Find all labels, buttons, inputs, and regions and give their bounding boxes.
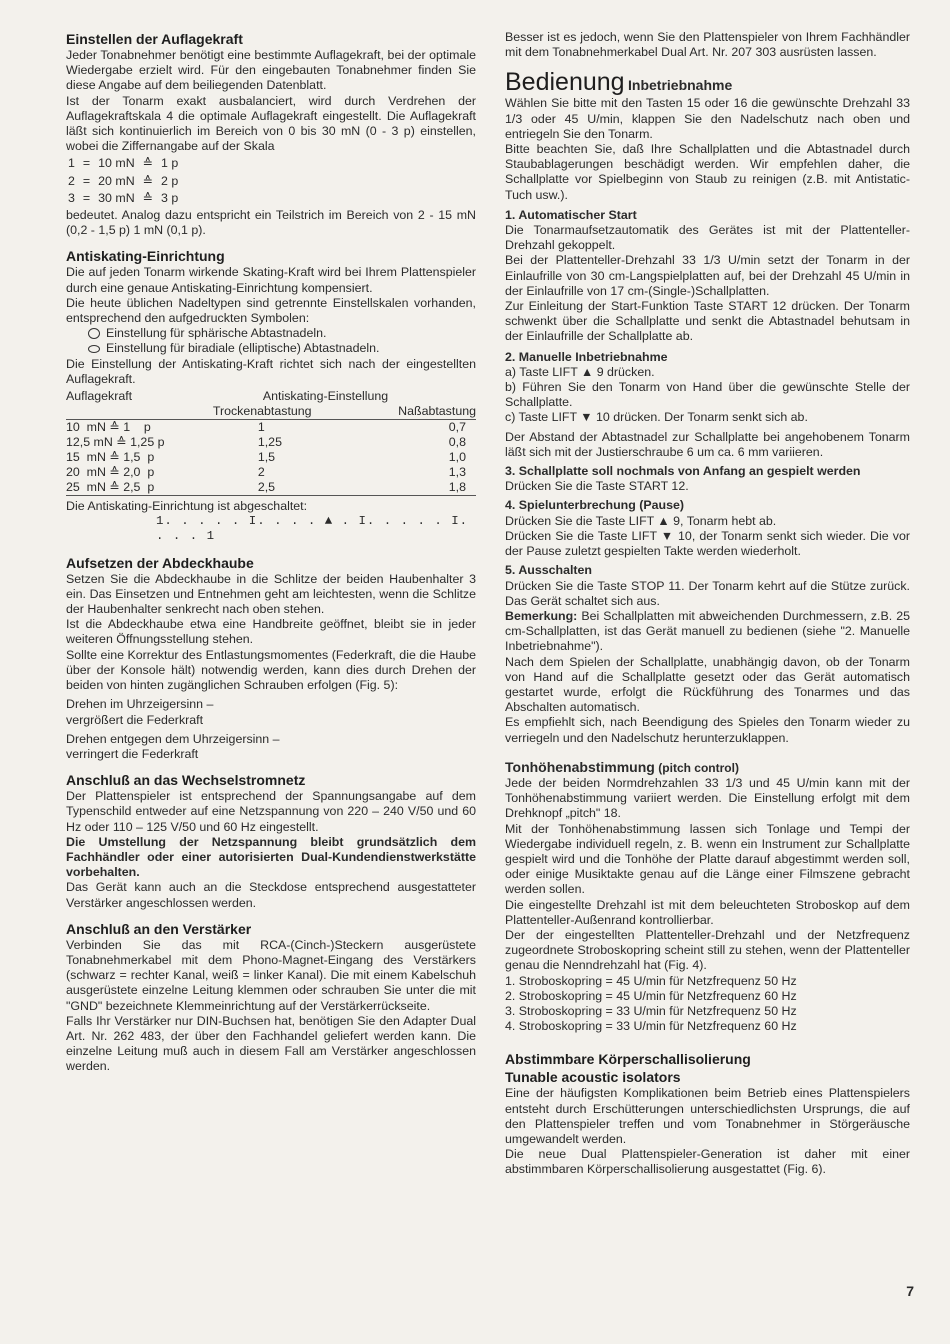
paragraph-bold: Die Umstellung der Netzspannung bleibt grundsätzlich dem Fachhändler oder einer autorisierten Dual-Kundendienstwerkstätte vorbehalten. [66, 834, 476, 880]
heading-verstaerker: Anschluß an den Verstärker [66, 920, 252, 937]
step-heading: 1. Automatischer Start [505, 207, 637, 222]
paragraph: Drücken Sie die Taste LIFT ▼ 10, der Tonarm senkt sich wieder. Die vor der Pause zuletzt gespielten Takte werden wiederholt. [505, 528, 910, 559]
symbol-line-elliptical: Einstellung für biradiale (elliptische) Abtastnadeln. [66, 341, 476, 356]
paragraph: Bitte beachten Sie, daß Ihre Schallplatten und die Abtastnadel durch Staubablagerungen beschädigt werden. Wir empfehlen daher, die Schallplatte vor Spielbeginn von Staub zu reinigen (z.B. mit Antistatic-Tuch usw.). [505, 142, 910, 202]
paragraph: Die auf jeden Tonarm wirkende Skating-Kraft wird bei Ihrem Plattenspieler durch eine genaue Antiskating-Einrichtung kompensiert. [66, 265, 476, 295]
heading-koerperschall: Abstimmbare Körperschallisolierung [505, 1051, 751, 1068]
remark: Bemerkung: Bei Schallplatten mit abweichenden Durchmessern, z.B. 25 cm-Schallplatten, ist das Gerät manuell zu bedienen (siehe "2. Manuelle Inbetriebnahme"). [505, 608, 910, 654]
paragraph: Bei der Plattenteller-Drehzahl 33 1/3 U/min setzt der Tonarm in der Einlaufrille von 30 cm-Langspielplatten auf, bei der Drehzahl 45 U/min in der Einlaufrille von 17 cm-(Single-)Schallplatten. [505, 253, 910, 298]
antiskating-dial-scale: 1. . . . . I. . . . ▲ . I. . . . . I. . . . 1 [156, 514, 469, 544]
list-item: a) Taste LIFT ▲ 9 drücken. [505, 364, 655, 379]
antiskating-table [66, 389, 476, 496]
paragraph: Der Abstand der Abtastnadel zur Schallplatte bei angehobenem Tonarm läßt sich mit der Justierschraube 6 um ca. 6 mm variieren. [505, 429, 910, 459]
paragraph: Die eingestellte Drehzahl ist mit dem beleuchteten Stroboskop auf dem Plattenteller-Außenrand kontrollierbar. [505, 897, 910, 927]
paragraph: Drehen im Uhrzeigersinn – [66, 697, 214, 712]
force-scale-table [66, 154, 186, 208]
step-heading: 3. Schallplatte soll nochmals von Anfang an gespielt werden [505, 464, 861, 479]
paragraph: Das Gerät kann auch an die Steckdose entsprechend ausgestatteter Verstärker angeschlossen werden. [66, 880, 476, 910]
scale-row: 2 = 20 mN ≙ 2 p [68, 173, 179, 188]
heading-wechselstromnetz: Anschluß an das Wechselstromnetz [66, 772, 306, 789]
paragraph: bedeutet. Analog dazu entspricht ein Teilstrich im Bereich von 2 - 15 mN (0,2 - 1,5 p) 1 mN (0,1 p). [66, 208, 476, 238]
scale-row: 1 = 10 mN ≙ 1 p [68, 156, 179, 171]
circle-symbol-icon [88, 328, 100, 339]
symbol-line-spherical: Einstellung für sphärische Abtastnadeln. [66, 326, 476, 341]
paragraph: vergrößert die Federkraft [66, 712, 204, 727]
paragraph: Ist die Abdeckhaube etwa eine Handbreite geöffnet, bleibt sie in jeder weiteren Öffnungsstellung stehen. [66, 617, 476, 647]
heading-antiskating: Antiskating-Einrichtung [66, 248, 225, 265]
paragraph: Die heute üblichen Nadeltypen sind getrennte Einstellskalen vorhanden, entsprechend den aufgedruckten Symbolen: [66, 295, 476, 326]
table-header-trocken: Trockenabtastung [213, 404, 360, 420]
paragraph: Der der eingestellten Plattenteller-Drehzahl und der Netzfrequenz zugeordnete Stroboskopring scheint still zu stehen, wenn der Plattenteller genau die Nenndrehzahl hat (Fig. 4). [505, 927, 910, 973]
paragraph: Es empfiehlt sich, nach Beendigung des Spieles den Tonarm wieder zu verriegeln und den Nadelschutz herunterzuklappen. [505, 715, 910, 745]
heading-tonhoehe: Tonhöhenabstimmung (pitch control) [505, 758, 739, 775]
paragraph: Mit der Tonhöhenabstimmung lassen sich Tonlage und Tempi der Wiedergabe individuell regeln, z. B. wenn ein Instrument zur Schallplatte gespielt wird und die Tonhöhe der Platte darauf abgestimmt werden soll, oder einige Musiktakte genau auf die Länge einer Filmszene gebracht werden sollen. [505, 821, 910, 897]
paragraph: Setzen Sie die Abdeckhaube in die Schlitze der beiden Haubenhalter 3 ein. Das Einsetzen und Entnehmen geht am leichtesten, wenn die Schlitze der Haubenhalter senkrecht nach oben stehen. [66, 571, 476, 617]
paragraph: Sollte eine Korrektur des Entlastungsmomentes (Federkraft, die die Haube über der Konsole hält) notwendig werden, kann dies durch Drehen der beiden von hinten zugänglichen Schrauben erfolgen (Fig. 5): [66, 647, 476, 693]
table-header-antiskating: Antiskating-Einstellung [262, 389, 389, 404]
paragraph: Jede der beiden Normdrehzahlen 33 1/3 und 45 U/min kann mit der Tonhöhenabstimmung variiert werden. Die Einstellung erfolgt mit dem Drehknopf „pitch" 18. [505, 775, 910, 821]
list-item: 1. Stroboskopring = 45 U/min für Netzfrequenz 50 Hz [505, 973, 797, 988]
heading-auflagekraft: Einstellen der Auflagekraft [66, 31, 243, 47]
table-row: 20 mN ≙ 2,0 p 2 1,3 [66, 465, 466, 480]
paragraph: Falls Ihr Verstärker nur DIN-Buchsen hat, benötigen Sie den Adapter Dual Art. Nr. 262 483, der über den Fachhandel geliefert werden kann. Die einzelne Leitung muß auch in diesem Fall am Verstärker angeschlossen werden. [66, 1013, 476, 1074]
title-bedienung: Bedienung [505, 68, 625, 97]
paragraph: Drehen entgegen dem Uhrzeigersinn – [66, 731, 280, 746]
paragraph: Die Tonarmaufsetzautomatik des Gerätes ist mit der Plattenteller-Drehzahl gekoppelt. [505, 223, 910, 253]
list-item: c) Taste LIFT ▼ 10 drücken. Der Tonarm senkt sich ab. [505, 410, 808, 425]
page-number: 7 [906, 1283, 914, 1299]
table-row: 25 mN ≙ 2,5 p 2,5 1,8 [66, 480, 476, 496]
paragraph: Ist der Tonarm exakt ausbalanciert, wird durch Verdrehen der Auflagekraftskala 4 die optimale Auflagekraft eingestellt. Die Auflagekraft läßt sich kontinuierlich im Bereich von 0 bis 30 mN (0 - 3 p) einstellen, wobei die Ziffernangabe auf der Skala [66, 93, 476, 154]
paragraph: verringert die Federkraft [66, 746, 199, 761]
paragraph: Eine der häufigsten Komplikationen beim Betrieb eines Plattenspielers entsteht durch Erschütterungen unterschiedlichsten Ursprungs, die auf den Plattenspieler treffen und vom Tonabnehmer in Störgeräusche umgewandelt werden. [505, 1086, 910, 1146]
paragraph: Drücken Sie die Taste STOP 11. Der Tonarm kehrt auf die Stütze zurück. Das Gerät schaltet sich aus. [505, 578, 910, 608]
list-item: 3. Stroboskopring = 33 U/min für Netzfrequenz 50 Hz [505, 1003, 797, 1018]
heading-tunable-isolators: Tunable acoustic isolators [505, 1069, 681, 1086]
list-item: b) Führen Sie den Tonarm von Hand über die gewünschte Stelle der Schallplatte. [505, 380, 910, 410]
paragraph: Die neue Dual Plattenspieler-Generation ist daher mit einer abstimmbaren Körperschallisolierung ausgestattet (Fig. 6). [505, 1147, 910, 1177]
paragraph: Verbinden Sie das mit RCA-(Cinch-)Steckern ausgerüstete Tonabnehmerkabel mit dem Phono-Magnet-Eingang des Verstärkers (schwarz = rechter Kanal, weiß = linker Kanal). Die mit einem Kabelschuh ausgerüstete einzelne Leitung klemmen oder schrauben Sie unter die mit "GND" bezeichnete Klemmeinrichtung auf der Verstärkerrückseite. [66, 937, 476, 1013]
paragraph: Drücken Sie die Taste START 12. [505, 479, 689, 494]
step-heading: 2. Manuelle Inbetriebnahme [505, 349, 668, 364]
right-column [505, 30, 910, 1178]
table-row: 10 mN ≙ 1 p 1 0,7 [66, 420, 466, 435]
paragraph: Die Einstellung der Antiskating-Kraft richtet sich nach der eingestellten Auflagekraft. [66, 356, 476, 386]
paragraph: Zur Einleitung der Start-Funktion Taste START 12 drücken. Der Tonarm schwenkt über die Schallplatte und senkt die Abtastnadel behutsam in der Einlaufrille der Schallplatte ab. [505, 299, 910, 344]
list-item: 4. Stroboskopring = 33 U/min für Netzfrequenz 60 Hz [505, 1019, 797, 1034]
paragraph: Wählen Sie bitte mit den Tasten 15 oder 16 die gewünschte Drehzahl 33 1/3 oder 45 U/min, klappen Sie den Nadelschutz nach oben und entriegeln Sie den Tonarm. [505, 96, 910, 141]
paragraph: Die Antiskating-Einrichtung ist abgeschaltet: [66, 499, 308, 514]
paragraph: Drücken Sie die Taste LIFT ▲ 9, Tonarm hebt ab. [505, 513, 777, 528]
step-heading: 5. Ausschalten [505, 563, 592, 578]
table-header-auflagekraft: Auflagekraft [66, 389, 133, 404]
table-row: 15 mN ≙ 1,5 p 1,5 1,0 [66, 450, 466, 465]
table-header-nass: Naßabtastung [360, 404, 476, 420]
list-item: 2. Stroboskopring = 45 U/min für Netzfrequenz 60 Hz [505, 988, 797, 1003]
left-column [66, 30, 476, 1075]
paragraph: Der Plattenspieler ist entsprechend der Spannungsangabe auf dem Typenschild entweder auf eine Netzspannung von 220 – 240 V/50 und 60 Hz oder 110 – 125 V/50 und 60 Hz eingestellt. [66, 789, 476, 834]
paragraph: Jeder Tonabnehmer benötigt eine bestimmte Auflagekraft, bei der optimale Wiedergabe erzielt wird. Für den eingebauten Tonabnehmer finden Sie diese Angabe auf dem beiliegenden Datenblatt. [66, 48, 476, 93]
ellipse-symbol-icon [88, 345, 100, 353]
scale-row: 3 = 30 mN ≙ 3 p [68, 190, 179, 205]
heading-bedienung [505, 68, 910, 96]
subtitle-inbetriebnahme: Inbetriebnahme [628, 77, 733, 94]
paragraph: Besser ist es jedoch, wenn Sie den Plattenspieler von Ihrem Fachhändler mit dem Tonabnehmerkabel Dual Art. Nr. 207 303 ausrüsten lassen. [505, 30, 910, 60]
paragraph: Nach dem Spielen der Schallplatte, unabhängig davon, ob der Tonarm von Hand auf die Schallplatte gesetzt oder das Gerät automatisch gestartet wurde, erfolgt die Rückführung des Tonarmes und das Abschalten automatisch. [505, 654, 910, 715]
table-row: 12,5 mN ≙ 1,25 p 1,25 0,8 [66, 435, 466, 450]
heading-abdeckhaube: Aufsetzen der Abdeckhaube [66, 554, 254, 571]
step-heading: 4. Spielunterbrechung (Pause) [505, 498, 685, 513]
